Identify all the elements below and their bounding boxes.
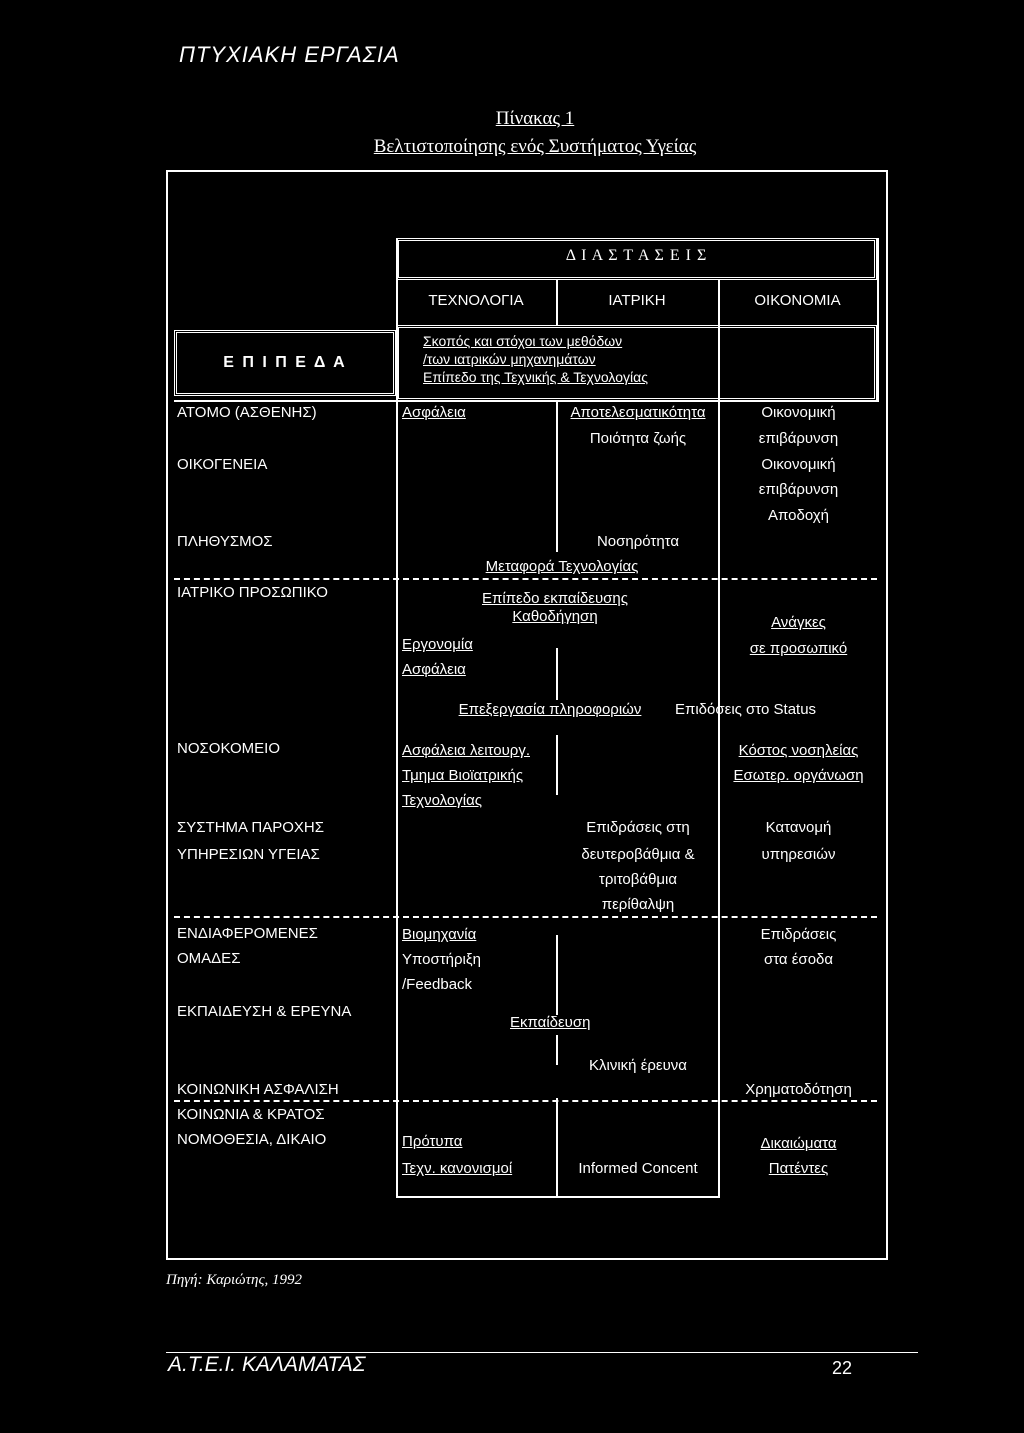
row-label-endiaf-1: ΕΝΔΙΑΦΕΡΟΜΕΝΕΣ — [177, 925, 318, 942]
column-header-economy: ΟΙΚΟΝΟΜΙΑ — [754, 292, 841, 309]
column-separator-1-e — [556, 1035, 558, 1065]
cell-esoter-organosi: Εσωτερ. οργάνωση — [733, 767, 864, 784]
cell-metafora-texnologias: Μεταφορά Τεχνολογίας — [485, 558, 639, 575]
row-label-oikogeneia: ΟΙΚΟΓΕΝΕΙΑ — [177, 456, 268, 473]
source-note: Πηγή: Καριώτης, 1992 — [166, 1272, 303, 1288]
cell-oik-epivarynsi-1b: επιβάρυνση — [758, 430, 839, 447]
dimensions-title: Δ Ι Α Σ Τ Α Σ Ε Ι Σ — [565, 247, 708, 264]
subheader-line-1: Σκοπός και στόχοι των μεθόδων — [423, 333, 623, 349]
column-header-technology: ΤΕΧΝΟΛΟΓΙΑ — [428, 292, 524, 309]
cell-asfaleia-1: Ασφάλεια — [402, 404, 466, 421]
cell-informed-concent: Informed Concent — [578, 1160, 698, 1177]
column-separator-1-a — [556, 402, 558, 552]
cell-tmima: Τμημα Βιοϊατρικής — [402, 767, 524, 784]
cell-epidraseis-2: δευτεροβάθμια & — [581, 846, 695, 863]
cell-epidraseis-4: περίθαλψη — [601, 896, 675, 913]
cell-epidraseis-esoda-2: στα έσοδα — [763, 951, 834, 968]
row-label-atomo: ΑΤΟΜΟ (ΑΣΘΕΝΗΣ) — [177, 404, 317, 421]
cell-ergonomia: Εργονομία — [402, 636, 473, 653]
column-separator-1-b — [556, 648, 558, 700]
cell-apodochi: Αποδοχή — [768, 507, 829, 524]
cell-xrimatodotisi: Χρηματοδότηση — [745, 1081, 852, 1098]
row-label-systima-2: ΥΠΗΡΕΣΙΩΝ ΥΓΕΙΑΣ — [177, 846, 320, 863]
cell-apotelesmatikotita: Αποτελεσματικότητα — [570, 404, 706, 421]
cell-patentes: Πατέντες — [768, 1160, 829, 1177]
page-number: 22 — [832, 1358, 853, 1378]
row-label-nomothesia: ΝΟΜΟΘΕΣΙΑ, ΔΙΚΑΙΟ — [177, 1131, 327, 1148]
column-separator-1-d — [556, 935, 558, 1015]
row-label-koinonia: ΚΟΙΝΩΝΙΑ & ΚΡΑΤΟΣ — [177, 1106, 325, 1123]
row-label-koinoniki: ΚΟΙΝΩΝΙΚΗ ΑΣΦΑΛΙΣΗ — [177, 1081, 339, 1098]
column-separator-levels — [396, 238, 398, 1198]
table-title: Βελτιστοποίησης ενός Συστήματος Υγείας — [373, 136, 697, 157]
column-separator-1-f — [556, 1098, 558, 1198]
cell-kliniki-erevna: Κλινική έρευνα — [589, 1057, 687, 1074]
column-separator-1-c — [556, 735, 558, 795]
row-label-endiaf-2: ΟΜΑΔΕΣ — [177, 950, 241, 967]
cell-texn-kanonismoi: Τεχν. κανονισμοί — [402, 1160, 513, 1177]
cell-nosirotita: Νοσηρότητα — [596, 533, 680, 550]
cell-epipedo-ekpaideusis: Επίπεδο εκπαίδευσης — [482, 590, 628, 607]
cell-katanomi: Κατανομή — [765, 819, 832, 836]
cell-oik-epivarynsi-2a: Οικονομική — [761, 456, 836, 473]
cell-epexergasia: Επεξεργασία πληροφοριών — [458, 701, 642, 718]
cell-oik-epivarynsi-2b: επιβάρυνση — [758, 481, 839, 498]
footer-institution: Α.Τ.Ε.Ι. ΚΑΛΑΜΑΤΑΣ — [168, 1353, 366, 1376]
cell-feedback: /Feedback — [402, 976, 473, 993]
cell-asfaleia-2: Ασφάλεια — [402, 661, 466, 678]
subheader-line-2: /των ιατρικών μηχανημάτων — [423, 351, 596, 367]
cell-kostos: Κόστος νοσηλείας — [738, 742, 859, 759]
levels-label: Ε Π Ι Π Ε Δ Α — [223, 354, 347, 371]
cell-anagkes: Ανάγκες — [771, 614, 826, 631]
cell-epidraseis-1: Επιδράσεις στη — [586, 819, 690, 836]
column-separator-right — [877, 238, 879, 402]
dashed-separator-1 — [174, 578, 877, 580]
cell-kathodigisi: Καθοδήγηση — [512, 608, 598, 625]
cell-ypostirixi: Υποστήριξη — [402, 951, 481, 968]
cell-dikaiomata: Δικαιώματα — [760, 1135, 837, 1152]
cell-viomichania: Βιομηχανία — [402, 926, 477, 943]
cell-epidraseis-3: τριτοβάθμια — [598, 871, 678, 888]
cell-se-prosopiko: σε προσωπικό — [749, 640, 848, 657]
dashed-separator-3 — [174, 1100, 877, 1102]
column-separator-1-top — [556, 280, 558, 325]
row-label-iatriko: ΙΑΤΡΙΚΟ ΠΡΟΣΩΠΙΚΟ — [177, 584, 328, 601]
cell-epidraseis-esoda-1: Επιδράσεις — [760, 926, 837, 943]
row-label-nosokomeio: ΝΟΣΟΚΟΜΕΙΟ — [177, 740, 280, 757]
table-bottom-rule — [396, 1196, 718, 1198]
cell-texnologias: Τεχνολογίας — [402, 792, 482, 809]
row-label-systima-1: ΣΥΣΤΗΜΑ ΠΑΡΟΧΗΣ — [177, 819, 325, 836]
cell-epidoseis-status: Επιδόσεις στο Status — [675, 701, 817, 718]
page-header: ΠΤΥΧΙΑΚΗ ΕΡΓΑΣΙΑ — [179, 42, 400, 67]
row-label-ekpaideusi: ΕΚΠΑΙΔΕΥΣΗ & ΕΡΕΥΝΑ — [177, 1003, 352, 1020]
column-header-medicine: ΙΑΤΡΙΚΗ — [608, 292, 666, 309]
table-number: Πίνακας 1 — [495, 108, 575, 129]
cell-oik-epivarynsi-1a: Οικονομική — [761, 404, 836, 421]
dashed-separator-2 — [174, 916, 877, 918]
cell-asfaleia-leitourg: Ασφάλεια λειτουργ. — [402, 742, 530, 759]
cell-ypiresion: υπηρεσιών — [761, 846, 836, 863]
cell-poiotita-zois: Ποιότητα ζωής — [589, 430, 687, 447]
row-label-plithysmos: ΠΛΗΘΥΣΜΟΣ — [177, 533, 273, 550]
cell-ekpaideusi: Εκπαίδευση — [510, 1014, 591, 1031]
cell-protypa: Πρότυπα — [402, 1133, 463, 1150]
header-bottom-rule — [174, 400, 877, 402]
subheader-line-3: Επίπεδο της Τεχνικής & Τεχνολογίας — [423, 369, 648, 385]
